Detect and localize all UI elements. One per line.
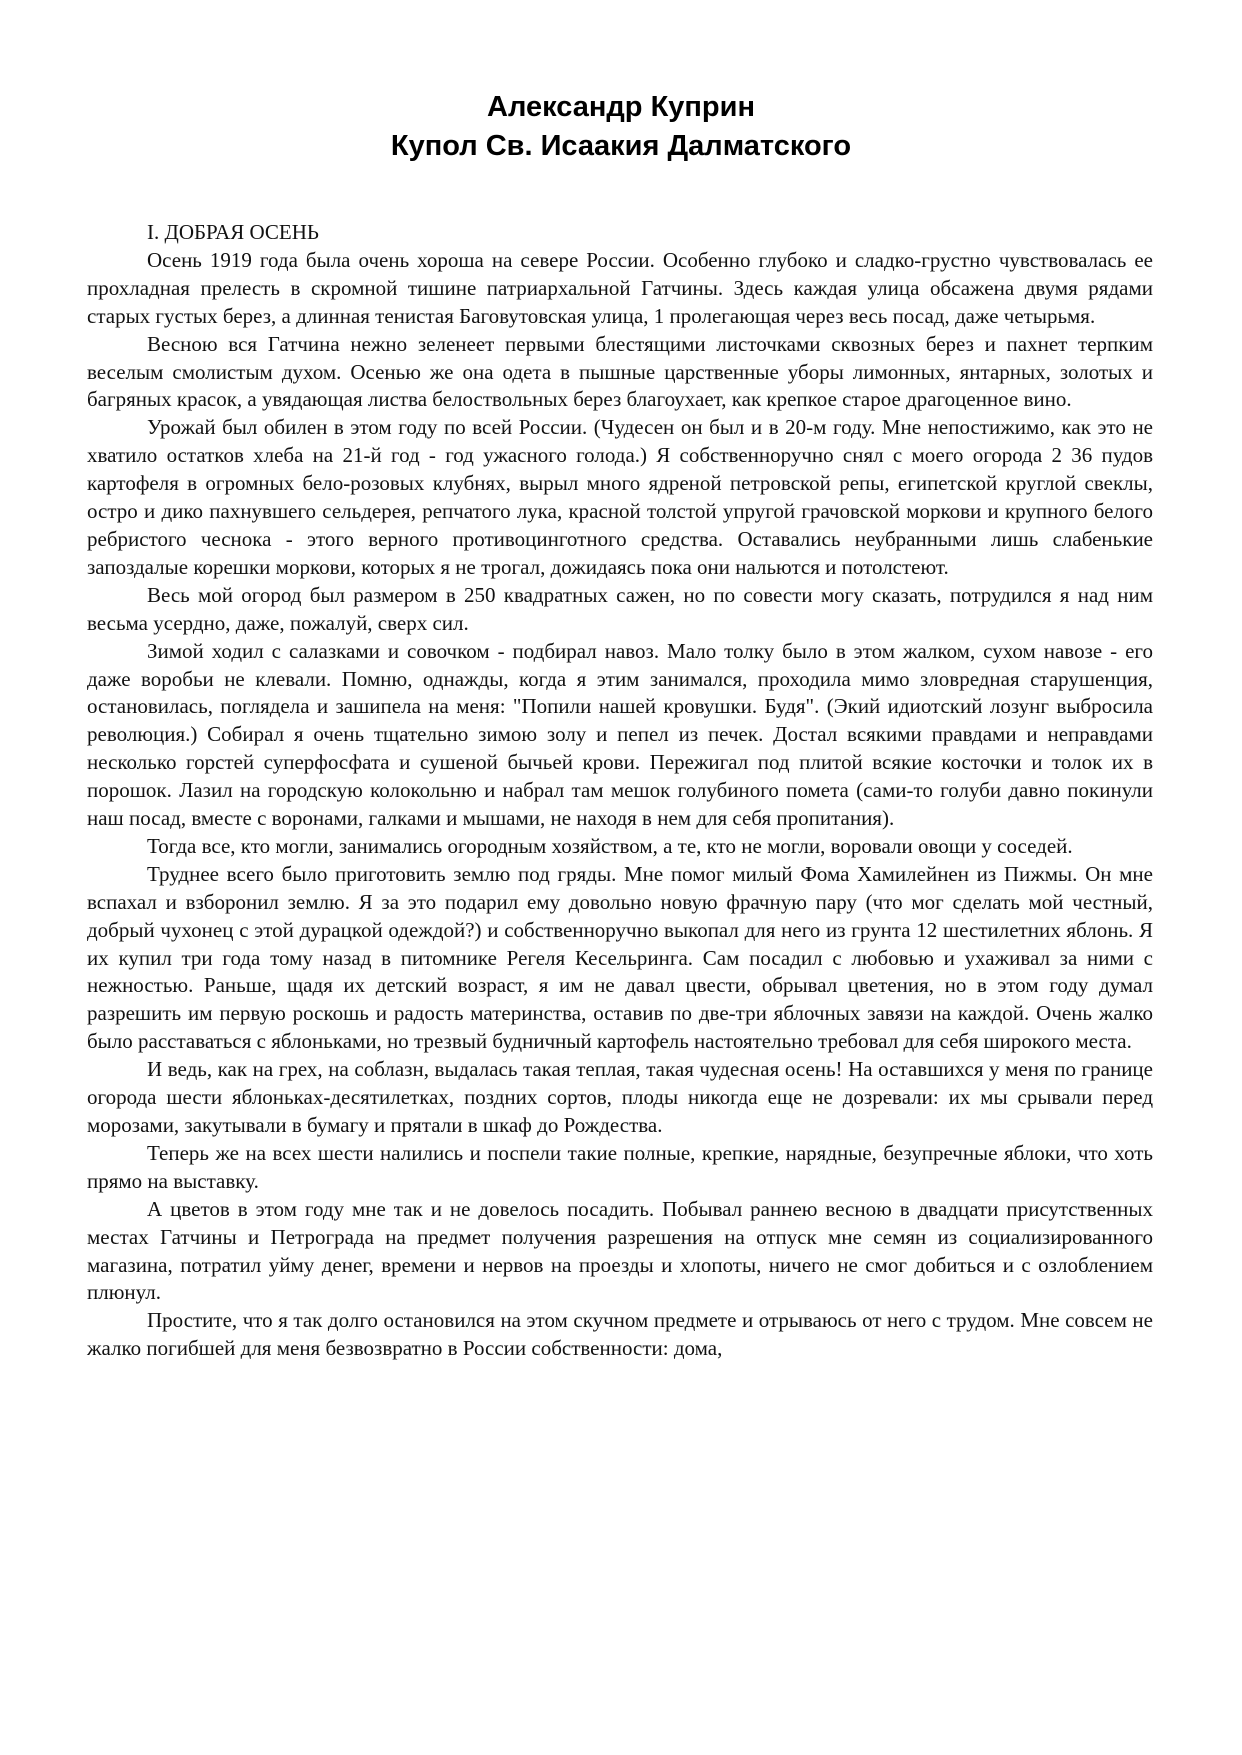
- document-title-block: [0, 88, 1242, 166]
- paragraph: Зимой ходил с салазками и совочком - подбирал навоз. Мало толку было в этом жалком, сухом навозе - его даже воробьи не клевали. Помню, однажды, когда я этим занимался, проходила мимо зловредная старушенция, остановилась, поглядела и зашипела на меня: "Попили нашей кровушки. Будя". (Экий идиотский лозунг выбросила революция.) Собирал я очень тщательно зимою золу и пепел из печек. Достал всякими правдами и неправдами несколько горстей суперфосфата и сушеной бычьей крови. Пережигал под плитой всякие косточки и толок их в порошок. Лазил на городскую колокольню и набрал там мешок голубиного помета (сами-то голуби давно покинули наш посад, вместе с воронами, галками и мышами, не находя в нем для себя пропитания).: [87, 638, 1153, 831]
- paragraph: Весною вся Гатчина нежно зеленеет первыми блестящими листочками сквозных берез и пахнет терпким веселым смолистым духом. Осенью же она одета в пышные царственные уборы лимонных, янтарных, золотых и багряных красок, а увядающая листва белоствольных берез благоухает, как крепкое старое драгоценное вино.: [87, 331, 1153, 412]
- author-name: Александр Куприн: [487, 91, 755, 123]
- paragraph: Труднее всего было приготовить землю под гряды. Мне помог милый Фома Хамилейнен из Пижмы. Он мне вспахал и взборонил землю. Я за это подарил ему довольно новую фрачную пару (что мог сделать мой честный, добрый чухонец с этой дурацкой одеждой?) и собственноручно выкопал для него из грунта 12 шестилетних яблонь. Я их купил три года тому назад в питомнике Регеля Кесельринга. Сам посадил с любовью и ухаживал за ними с нежностью. Раньше, щадя их детский возраст, я им не давал цвести, обрывал цветения, но в этом году думал разрешить им первую роскошь и радость материнства, оставив по две-три яблочных завязи на каждой. Очень жалко было расставаться с яблоньками, но трезвый будничный картофель настоятельно требовал для себя широкого места.: [87, 861, 1153, 1054]
- paragraph: Простите, что я так долго остановился на этом скучном предмете и отрываюсь от него с трудом. Мне совсем не жалко погибшей для меня безвозвратно в России собственности: дома,: [87, 1308, 1153, 1361]
- body-text: [87, 219, 1153, 1363]
- paragraph: Теперь же на всех шести налились и поспели такие полные, крепкие, нарядные, безупречные яблоки, что хоть прямо на выставку.: [87, 1140, 1153, 1193]
- section-heading: I. ДОБРАЯ ОСЕНЬ: [147, 220, 319, 244]
- paragraph: Весь мой огород был размером в 250 квадратных сажен, но по совести могу сказать, потрудился я над ним весьма усердно, даже, пожалуй, сверх сил.: [87, 582, 1153, 635]
- paragraph: Осень 1919 года была очень хороша на севере России. Особенно глубоко и сладко-грустно чувствовалась ее прохладная прелесть в скромной тишине патриархальной Гатчины. Здесь каждая улица обсажена двумя рядами старых густых берез, а длинная тенистая Баговутовская улица, 1 пролегающая через весь посад, даже четырьмя.: [87, 247, 1153, 328]
- paragraph: И ведь, как на грех, на соблазн, выдалась такая теплая, такая чудесная осень! На оставшихся у меня по границе огорода шести яблоньках-десятилетках, поздних сортов, плоды никогда еще не дозревали: их мы срывали перед морозами, закутывали в бумагу и прятали в шкаф до Рождества.: [87, 1057, 1153, 1137]
- paragraph: Тогда все, кто могли, занимались огородным хозяйством, а те, кто не могли, воровали овощи у соседей.: [147, 833, 1073, 858]
- paragraph: А цветов в этом году мне так и не довелось посадить. Побывал раннею весною в двадцати присутственных местах Гатчины и Петрограда на предмет получения разрешения на отпуск мне семян из социализированного магазина, потратил уйму денег, времени и нервов на проезды и хлопоты, ничего не смог добиться и с озлоблением плюнул.: [87, 1196, 1153, 1305]
- work-title: Купол Св. Исаакия Далматского: [390, 130, 852, 162]
- paragraph: Урожай был обилен в этом году по всей России. (Чудесен он был и в 20-м году. Мне непостижимо, как это не хватило остатков хлеба на 21-й год - год ужасного голода.) Я собственноручно снял с моего огорода 2 36 пудов картофеля в огромных бело-розовых клубнях, вырыл много ядреной петровской репы, египетской круглой свеклы, остро и дико пахнувшего сельдерея, репчатого лука, красной толстой упругой грачовской моркови и крупного белого ребристого чеснока - этого верного противоцинготного средства. Оставались неубранными лишь слабенькие запоздалые корешки моркови, которых я не трогал, дожидаясь пока они нальются и потолстеют.: [87, 415, 1153, 579]
